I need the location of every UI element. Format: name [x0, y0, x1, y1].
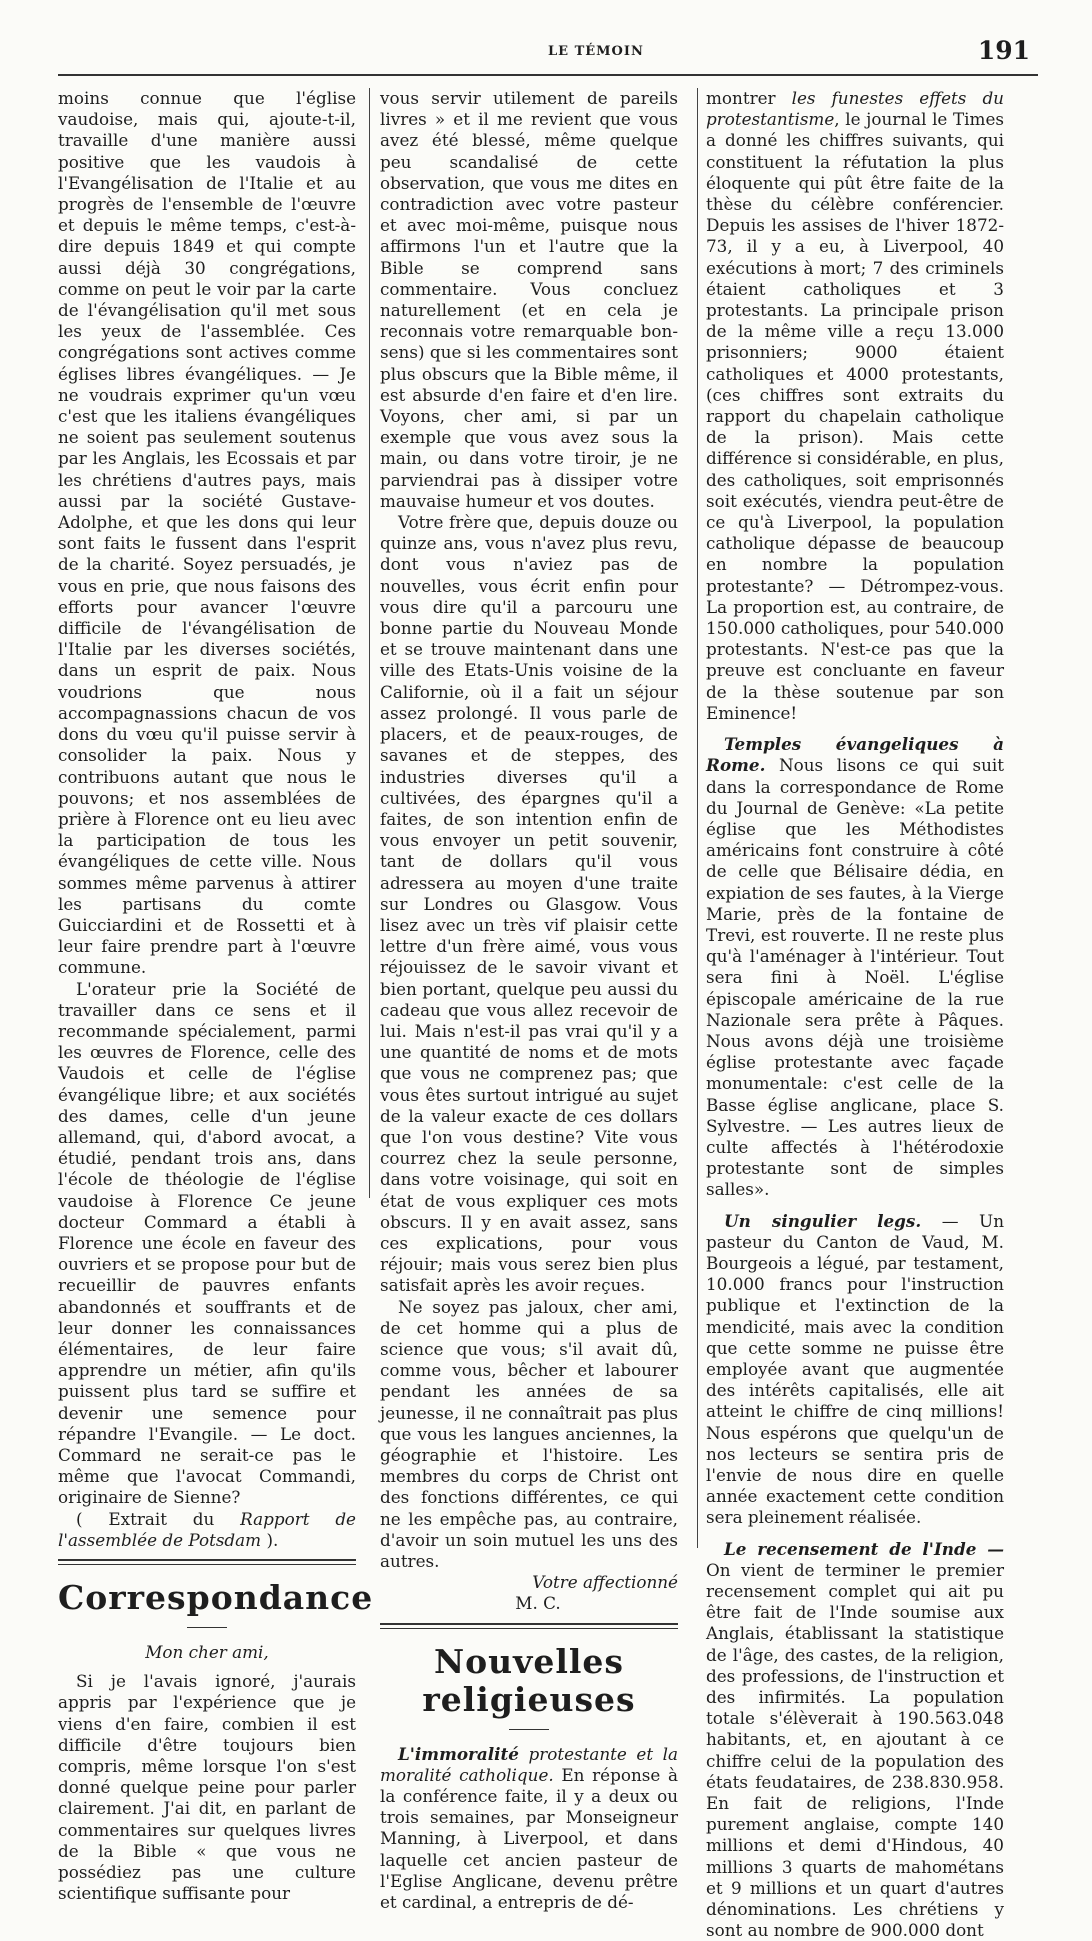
paragraph: moins connue que l'église vaudoise, mais qui, ajoute-t-il, travaille d'une manière aussi positive que les vaudois à l'Evangélisation de l'Italie et au progrès de l'ensemble de l'œuvre et depuis le même temps, c'est-à-dire depuis 1849 et qui compte aussi déjà 30 congrégations, comme on peut le voir par la carte de l'évangélisation qu'il met sous les yeux de l'assemblée. Ces congrégations sont actives comme églises libres évangéliques. — Je ne voudrais exprimer qu'un vœu c'est que les italiens évangéliques ne soient pas seulement soutenus par les Anglais, les Ecossais et par les chrétiens d'autres pays, mais aussi par la société Gustave-Adolphe, et que les dons qui leur sont faits le fussent dans l'esprit de la charité. Soyez persuadés, je vous en prie, que nous faisons des efforts pour avancer l'œuvre difficile de l'évangélisation de l'Italie par les diverses sociétés, dans un esprit de paix. Nous voudrions que nous accompagnassions chacun de vos dons du vœu qu'il puisse servir à consolider la paix. Nous y contribuons autant que nous le pouvons; et nos assemblées de prière à Florence ont eu lieu avec la participation de tous les évangéliques de cette ville. Nous sommes même parvenus à attirer les partisans du comte Guicciardini et de Rossetti et à leur faire prendre part à l'œuvre commune. [58, 88, 356, 978]
paragraph-text: montrer [706, 88, 792, 108]
news-item-text: On vient de terminer le premier recensement complet qui ait pu être fait de l'Inde soumise aux Anglais, établissant la statistique de l'âge, des castes, de la religion, des professions, de l'instruction et des infirmités. La population totale s'élèverait à 190.563.048 habitants, et, en ajoutant à ce chiffre celui de la population des états feudataires, de 238.830.958. En fait de religions, l'Inde purement anglaise, compte 140 millions et demi d'Hindous, 40 millions 3 quarts de mahométans et 9 millions et un quart d'autres dénominations. Les chrétiens y sont au nombre de 900.000 dont [706, 1559, 1004, 1941]
news-item [706, 1211, 1004, 1529]
news-item [706, 1539, 1004, 1941]
paragraph: Votre frère que, depuis douze ou quinze ans, vous n'avez plus revu, dont vous n'aviez pas de nouvelles, vous écrit enfin pour vous dire qu'il a parcouru une bonne partie du Nouveau Monde et se trouve maintenant dans une ville des Etats-Unis voisine de la Californie, où il a fait un séjour assez prolongé. Il vous parle de placers, et de peaux-rouges, de savanes et de steppes, des industries diverses qu'il a cultivées, des épargnes qu'il a faites, de son intention enfin de vous envoyer un petit souvenir, tant de dollars qu'il vous adressera au moyen d'une traite sur Londres ou Glasgow. Vous lisez avec un très vif plaisir cette lettre d'un frère aimé, vous vous réjouissez de le savoir vivant et bien portant, quelque peu aussi du cadeau que vous allez recevoir de lui. Mais n'est-il pas vrai qu'il y a une quantité de noms et de mots que vous ne comprenez pas; que vous êtes surtout intrigué au sujet de la valeur exacte de ces dollars que l'on vous destine? Vite vous courrez chez la seule personne, dans votre voisinage, qui soit en état de vous expliquer ces mots obscurs. Il y en avait assez, sans ces explications, pour vous réjouir; mais vous serez bien plus satisfait après les avoir reçues. [380, 512, 678, 1296]
news-item-title: Un singulier legs. [724, 1210, 922, 1231]
news-item [706, 734, 1004, 1200]
news-item-title: Temples évangeliques à Rome. [706, 734, 1004, 776]
source-note-text: ). [261, 1529, 279, 1550]
paragraph: L'orateur prie la Société de travailler dans ce sens et il recommande spécialement, parmi les œuvres de Florence, celle des Vaudois et celle de l'église évangélique libre; et aux sociétés des dames, celle d'un jeune allemand, qui, d'abord avocat, a étudié, pendant trois ans, dans l'école de théologie de l'église vaudoise à Florence Ce jeune docteur Commard a établi à Florence une école en faveur des ouvriers et se propose pour but de recueillir de pauvres enfants abandonnés et souffrants et de leur donner les connaissances élémentaires, de leur faire apprendre un métier, afin qu'ils puissent plus tard se suffire et devenir une semence pour répandre l'Evangile. — Le doct. Commard ne serait-ce pas le même que l'avocat Commandi, originaire de Sienne? [58, 978, 356, 1508]
column-divider-2 [697, 88, 698, 1548]
section-heading-correspondance: Correspondance [58, 1578, 374, 1618]
heading-dash [509, 1729, 549, 1730]
section-rule [380, 1623, 678, 1625]
header-rule [58, 74, 1038, 76]
news-item-text: En réponse à la conférence faite, il y a deux ou trois semaines, par Monseigneur Manning, à Liverpool, et dans laquelle cet ancien pasteur de l'Eglise Anglicane, devenu prêtre et cardinal, a entrepris de dé- [380, 1764, 678, 1913]
salutation: Mon cher ami, [145, 1642, 269, 1663]
source-note [58, 1509, 356, 1551]
section-rule [380, 1628, 678, 1629]
news-item [380, 1744, 678, 1914]
paragraph: Ne soyez pas jaloux, cher ami, de cet homme qui a plus de science que vous; s'il avait dû, comme vous, bêcher et labourer pendant les années de sa jeunesse, il ne connaîtrait pas plus que vous les langues anciennes, la géographie et l'histoire. Les membres du corps de Christ ont des fonctions différentes, ce qui ne les empêche pas, au contraire, d'avoir un soin mutuel les uns des autres. [380, 1296, 678, 1572]
column-1 [58, 88, 374, 1904]
column-2 [380, 88, 678, 1913]
news-item-text: — Un pasteur du Canton de Vaud, M. Bourgeois a légué, par testament, 10.000 francs pour l'instruction publique et l'extinction de la mendicité, mais avec la condition que cette somme ne puisse être employée avant que augmentée des intérêts capitalisés, elle ait atteint le chiffre de cinq millions! Nous espérons que quelqu'un de nos lecteurs se sentira pris de l'envie de nous dire en quelle année exactement cette condition sera pleinement réalisée. [706, 1210, 1005, 1528]
source-note-title: Rapport de l'assemblée de Potsdam [58, 1508, 356, 1550]
section-rule [58, 1564, 356, 1565]
paragraph: Si je l'avais ignoré, j'aurais appris par l'expérience que je viens d'en faire, combien il est difficile d'être toujours bien compris, même lorsque l'on s'est donné quelque peine pour parler clairement. J'ai dit, en parlant de commentaires sur quelques livres de la Bible « que vous ne possédiez pas une culture scientifique suffisante pour [58, 1671, 356, 1904]
page-header [58, 30, 1038, 72]
signature-initials: M. C. [515, 1593, 561, 1614]
section-rule [58, 1559, 356, 1561]
closing: Votre affectionné [532, 1572, 678, 1593]
news-item-subtitle: protestante et la moralité catholique. [380, 1743, 678, 1785]
news-item-text: Nous lisons ce qui suit dans la correspondance de Rome du Journal de Genève: «La petite église que les Méthodistes américains font construire à côté de celle que Bélisaire dédia, en expiation de ses fautes, à la Vierge Marie, près de la fontaine de Trevi, est rouverte. Il ne reste plus qu'à l'aménager à l'intérieur. Tout sera fini à Noël. L'église épiscopale américaine de la rue Nazionale sera prête à Pâques. Nous avons déjà une troisième église protestante avec façade monumentale: c'est celle de la Basse église anglicane, place S. Sylvestre. — Les autres lieux de culte affectés à l'hétérodoxie protestante sont de simples salles». [706, 755, 1004, 1200]
column-divider-1 [369, 88, 370, 1198]
source-note-text: ( Extrait du [76, 1508, 241, 1529]
section-heading-nouvelles: Nouvelles religieuses [422, 1641, 636, 1719]
emphasis: les funestes effets du protestantisme [706, 88, 1004, 130]
page-number: 191 [977, 36, 1030, 65]
column-3 [706, 88, 1004, 1941]
running-title: LE TÉMOIN [548, 44, 644, 59]
paragraph [706, 88, 1004, 724]
news-item-title: Le recensement de l'Inde — [724, 1538, 1004, 1559]
heading-dash [187, 1627, 227, 1628]
news-item-title: L'immoralité [398, 1743, 519, 1764]
paragraph-text: , le journal le Times a donné les chiffres suivants, qui constituent la réfutation la plus éloquente qui pût être faite de la thèse du célèbre conférencier. Depuis les assises de l'hiver 1872-73, il y a eu, à Liverpool, 40 exécutions à mort; 7 des criminels étaient catholiques et 3 protestants. La principale prison de la même ville a reçu 13.000 prisonniers; 9000 étaient catholiques et 4000 protestants, (ces chiffres sont extraits du rapport du chapelain catholique de la prison). Mais cette différence si considérable, en plus, des catholiques, soit emprisonnés soit exécutés, viendra peut-être de ce qu'à Liverpool, la population catholique dépasse de beaucoup en nombre la population protestante? — Détrompez-vous. La proportion est, au contraire, de 150.000 catholiques, pour 540.000 protestants. N'est-ce pas que la preuve est concluante en faveur de la thèse soutenue par son Eminence! [706, 109, 1004, 723]
paragraph: vous servir utilement de pareils livres » et il me revient que vous avez été blessé, même quelque peu scandalisé de cette observation, que vous me dites en contradiction avec votre pasteur et avec moi-même, puisque nous affirmons l'un et l'autre que la Bible se comprend sans commentaire. Vous concluez naturellement (et en cela je reconnais votre remarquable bon-sens) que si les commentaires sont plus obscurs que la Bible même, il est absurde d'en faire et d'en lire. Voyons, cher ami, si par un exemple que vous avez sous la main, ou dans votre tiroir, je ne parviendrai pas à dissiper votre mauvaise humeur et vos doutes. [380, 88, 678, 511]
